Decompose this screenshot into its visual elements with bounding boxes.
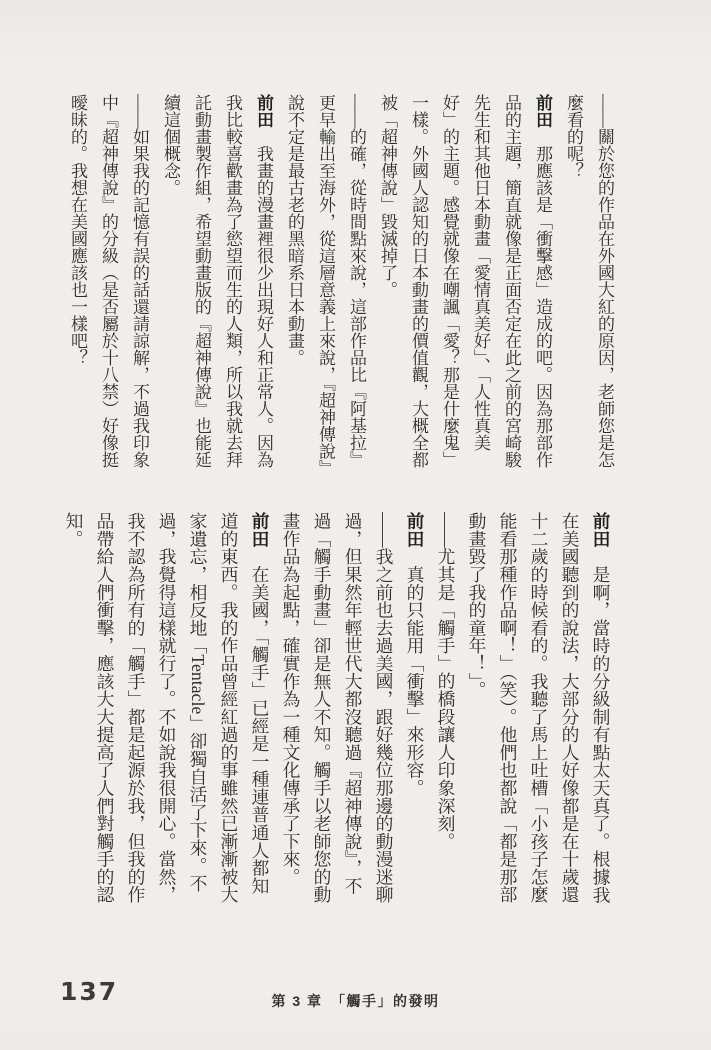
paragraph-text: 在美國，「觸手」已經是一種連普通人都知道的東西。我的作品曾經紅過的事雖然已漸漸被大家遺忘，相反地「Tentacle」卻獨自活了下來。不過，我覺得這樣就行了。不如說我很開心。當然，我不認為所有的「觸手」都是起源於我，但我的作品帶給人們衝擊，應該大大提高了人們對觸手的認知。 bbox=[64, 512, 270, 904]
interviewer-question bbox=[275, 512, 399, 906]
speaker-name: 前田 bbox=[250, 512, 270, 548]
paragraph-text: ——如果我的記憶有誤的話還請諒解，不過我印象中『超神傳說』的分級（是否屬於十八禁）好像挺曖昧的。我想在美國應該也一樣吧？ bbox=[68, 94, 149, 468]
interviewer-question bbox=[558, 94, 620, 472]
paragraph-text: 那應該是「衝擊感」造成的吧。因為那部作品的主題，簡直就像是正面否定在此之前的宮崎駿先生和其他日本動畫「愛情真美好」、「人性真美好」的主題。感覺就像在嘲諷「愛？那是什麼鬼」一樣。外國人認知的日本動畫的價值觀，大概全都被「超神傳說」毀滅掉了。 bbox=[378, 94, 552, 468]
paragraph-text: ——關於您的作品在外國大紅的原因，老師您是怎麼看的呢？ bbox=[564, 94, 614, 468]
interview-section-bottom bbox=[58, 512, 616, 906]
maeda-answer bbox=[372, 94, 558, 472]
speaker-name: 前田 bbox=[591, 512, 611, 548]
paragraph-text: 真的只能用「衝擊」來形容。 bbox=[405, 547, 425, 797]
speaker-name: 前田 bbox=[405, 512, 425, 548]
interview-section-top bbox=[62, 94, 620, 472]
maeda-answer bbox=[399, 512, 430, 906]
maeda-answer bbox=[58, 512, 275, 906]
page-number: 137 bbox=[60, 977, 119, 1006]
interviewer-question bbox=[279, 94, 372, 472]
maeda-answer bbox=[461, 512, 616, 906]
paragraph-text: 我畫的漫畫裡很少出現好人和正常人。因為我比較喜歡畫為了慾望而生的人類，所以我就去拜託動畫製作組，希望動畫版的『超神傳說』也能延續這個概念。 bbox=[161, 94, 273, 468]
interviewer-question bbox=[62, 94, 155, 472]
interviewer-question bbox=[430, 512, 461, 906]
speaker-name: 前田 bbox=[254, 94, 273, 128]
chapter-title: 第 3 章 「觸手」的發明 bbox=[271, 993, 440, 1009]
paragraph-text: ——尤其是「觸手」的橋段讓人印象深刻。 bbox=[436, 512, 456, 850]
paragraph-text: ——我之前也去過美國，跟好幾位那邊的動漫迷聊過，但果然年輕世代大都沒聽過『超神傳說』，不過「觸手動畫」卻是無人不知。觸手以老師您的動畫作品為起點，確實作為一種文化傳承了下來。 bbox=[281, 512, 394, 904]
speaker-name: 前田 bbox=[533, 94, 552, 128]
paragraph-text: 是啊，當時的分級制有點太天真了。根據我在美國聽到的說法，大部分的人好像都是在十歲還十二歲的時候看的。我聽了馬上吐槽「小孩子怎麼能看那種作品啊！」（笑）。他們也都說「都是那部動畫毀了我的童年！」。 bbox=[467, 512, 611, 904]
maeda-answer bbox=[155, 94, 279, 472]
paragraph-text: ——的確，從時間點來說，這部作品比『阿基拉』更早輸出至海外，從這層意義上來說，『超神傳說』說不定是最古老的黑暗系日本動畫。 bbox=[285, 94, 366, 468]
